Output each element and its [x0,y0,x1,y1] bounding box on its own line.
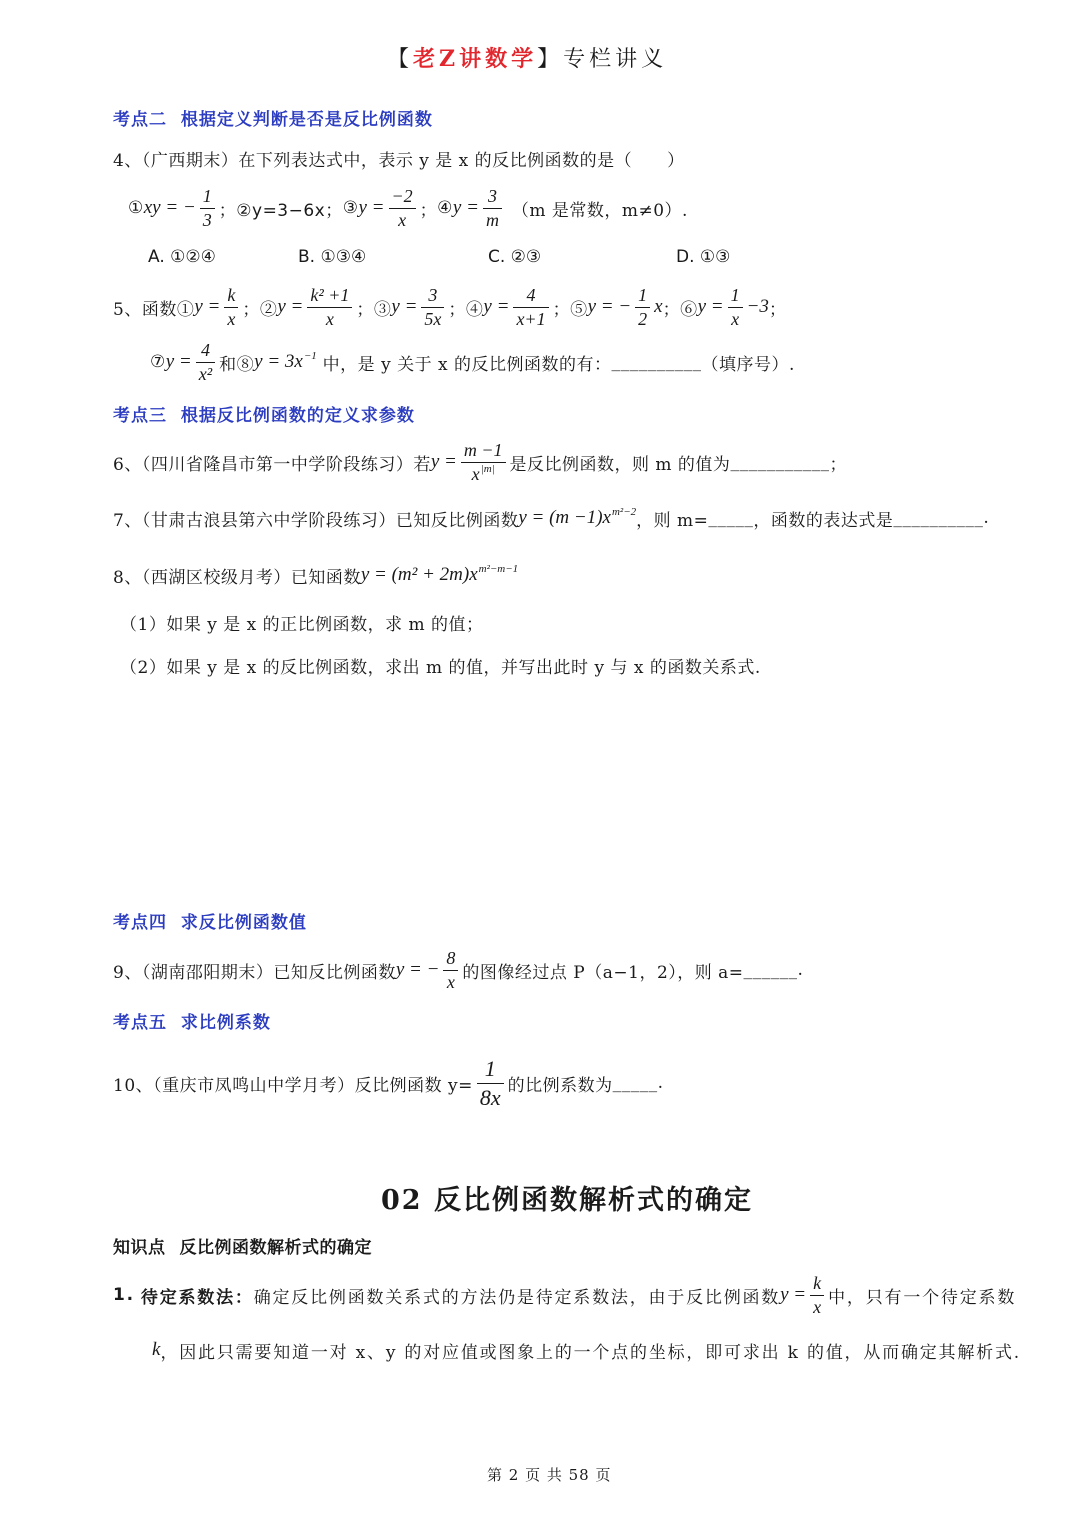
question-5-line-2 [150,337,795,387]
q5-f6-fraction [728,285,743,329]
marker-1: ① [128,198,144,218]
q6-den-base: x [471,463,480,484]
q4-expr4-fraction [483,186,502,230]
page-header [387,32,667,82]
fraction-numerator: 1 [200,186,215,209]
marker-4: ④ [437,198,453,218]
fraction-numerator: k² +1 [307,285,352,308]
fraction-numerator: 1 [635,285,650,308]
method-k: k [152,1339,161,1360]
fraction-denominator: x [446,971,455,992]
q10-tail: 的比例系数为 [507,1075,613,1096]
separator: ；④ [448,299,484,320]
fraction-numerator: k [810,1273,824,1296]
q5-f5-tail: x [654,296,663,317]
answer-blank: ___________ [730,452,830,472]
separator: ；⑥ [662,299,698,320]
question-6 [113,437,847,487]
q5-f7-fraction [196,340,215,384]
q6-den-exponent: |m| [480,462,495,475]
fraction-numerator: 8 [443,948,458,971]
q8-expression-base: y = (m² + 2m)x [360,564,478,585]
fraction-denominator: x [731,308,740,329]
separator: ； [419,200,438,221]
fraction-denominator: x [227,308,236,329]
section-heading-point5: 考点五 求比例系数 [113,1012,271,1033]
separator: ； [768,299,787,320]
fraction-denominator: x+1 [516,308,546,329]
q9-tail: 的图像经过点 P（a−1，2），则 a= [462,962,744,983]
q5-f8-base: y = 3x [254,351,303,372]
q5-f8-exponent: −1 [303,350,317,362]
q5-tail: 中，是 y 关于 x 的反比例函数的有： [316,354,612,375]
section-heading-point2: 考点二 根据定义判断是否是反比例函数 [113,109,433,130]
separator: ；⑤ [552,299,588,320]
method-line-2 [152,1325,1021,1375]
q9-end: . [797,960,804,980]
question-9 [113,945,803,995]
answer-blank: ______ [743,960,798,980]
option-b: B. ①③④ [298,247,367,267]
separator: ；③ [356,299,392,320]
fraction-denominator [461,463,506,485]
question-10 [113,1058,664,1108]
answer-blank-2: __________ [893,508,984,528]
question-8-part-1: （1）如果 y 是 x 的正比例函数，求 m 的值； [120,614,484,635]
answer-blank: __________ [611,352,702,372]
q9-fraction [443,948,458,992]
fraction-numerator: 4 [513,285,548,308]
q10-fraction [477,1056,504,1110]
fraction-numerator: k [224,285,238,308]
header-bracket-close: 】 [537,46,564,72]
q7-mid: ，则 m= [636,510,709,531]
section-heading-point4: 考点四 求反比例函数值 [113,912,307,933]
option-d: D. ①③ [676,247,731,267]
q9-lhs: y = − [395,959,440,980]
separator: ； [218,200,237,221]
q5-end: （填序号）. [701,354,795,375]
q4-expr4-note: （m 是常数，m≠0）. [505,200,688,221]
q7-expression [518,507,636,529]
answer-blank-1: _____ [708,508,754,528]
question-5-line-1 [113,282,786,332]
q6-end: ； [829,454,847,475]
q5-f3-fraction [421,285,444,329]
q5-f5-fraction [635,285,650,329]
q7-expression-exponent: m²−2 [611,506,637,518]
fraction-denominator: x [398,209,407,230]
chapter-title: 02 反比例函数解析式的确定 [381,1184,753,1216]
knowledge-point-label: 知识点 [113,1237,166,1258]
q5-f2-fraction [307,285,352,329]
question-4-options [0,232,1080,282]
fraction-numerator: 3 [483,186,502,209]
q4-expr3-lhs: y = [358,197,385,218]
q5-f1-lhs: y = [194,296,221,317]
fraction-numerator: −2 [389,186,416,209]
fraction-denominator: x [325,308,334,329]
q4-expr1-fraction [200,186,215,230]
method-text-2: 中，只有一个待定系数 [828,1287,1017,1308]
question-7 [113,493,989,543]
method-fraction [810,1273,824,1317]
q7-expression-base: y = (m −1)x [518,507,611,528]
method-line-1 [113,1270,1016,1320]
header-bracket-open: 【 [387,46,414,72]
q5-f1-fraction [224,285,238,329]
fraction-denominator: m [485,209,499,230]
method-text-1: 确定反比例函数关系式的方法仍是待定系数法，由于反比例函数 [253,1287,781,1308]
q5-f6-lhs: y = [697,296,724,317]
fraction-numerator: 1 [477,1056,504,1083]
q6-tail: 是反比例函数，则 m 的值为 [509,454,731,475]
knowledge-point-heading [113,1220,372,1270]
q4-expr1-lhs: xy = − [143,197,196,218]
q10-end: . [657,1073,664,1093]
fraction-denominator: x [813,1296,822,1317]
method-lhs: y = [780,1284,807,1305]
fraction-denominator: 2 [638,308,648,329]
header-brand: 老Z讲数学 [413,45,538,72]
marker-3: ③ [342,198,359,218]
q5-f2-lhs: y = [277,296,304,317]
q10-lead: 10、（重庆市凤鸣山中学月考）反比例函数 y= [113,1075,473,1096]
q8-lead: 8、（西湖区校级月考）已知函数 [113,567,361,588]
q7-end: . [983,508,990,528]
page-footer: 第 2 页 共 58 页 [487,1465,612,1484]
fraction-numerator: m −1 [461,440,506,463]
fraction-denominator: 3 [202,209,212,230]
q5-lead: 5、函数① [113,299,195,320]
method-number: 1. [113,1285,135,1305]
method-name: 待定系数法： [140,1287,254,1308]
separator: ；② [242,299,278,320]
q5-f4-lhs: y = [483,296,510,317]
q5-f7-lhs: y = [165,351,192,372]
q7-lead: 7、（甘肃古浪县第六中学阶段练习）已知反比例函数 [113,510,519,531]
q5-f3-lhs: y = [391,296,418,317]
option-c: C. ②③ [488,247,542,267]
fraction-denominator: 5x [424,308,442,329]
knowledge-point-title: 反比例函数解析式的确定 [179,1237,372,1258]
q7-mid2: ，函数的表达式是 [753,510,894,531]
marker-7: ⑦ [150,352,166,372]
option-a: A. ①②④ [148,247,216,267]
q8-expression [361,564,518,586]
q6-fraction [461,440,506,484]
q4-expr4-lhs: y = [452,197,479,218]
q5-f8 [254,351,317,373]
q5-f5-lhs: y = − [587,296,632,317]
q4-expr2: ②y=3−6x； [236,200,343,221]
fraction-numerator: 1 [728,285,743,308]
question-8 [113,550,518,600]
header-title: 专栏讲义 [563,46,668,72]
fraction-numerator: 3 [421,285,444,308]
question-8-part-2: （2）如果 y 是 x 的反比例函数，求出 m 的值，并写出此时 y 与 x 的函数关系式. [120,657,761,678]
q8-expression-exponent: m²−m−1 [478,563,519,575]
method-text-3: ，因此只需要知道一对 x、y 的对应值或图象上的一个点的坐标，即可求出 k 的值，从而确定其解析式. [160,1342,1021,1363]
q5-and: 和⑧ [219,354,255,375]
q6-lead: 6、（四川省隆昌市第一中学阶段练习）若 [113,454,431,475]
q6-lhs: y = [430,451,457,472]
answer-blank: _____ [612,1073,658,1093]
fraction-numerator: 4 [196,340,215,363]
question-4-stem: 4、（广西期末）在下列表达式中，表示 y 是 x 的反比例函数的是（ ） [113,150,685,171]
q9-lead: 9、（湖南邵阳期末）已知反比例函数 [113,962,396,983]
fraction-denominator: x² [198,363,213,384]
q4-expr3-fraction [389,186,416,230]
q5-f4-fraction [513,285,548,329]
section-heading-point3: 考点三 根据反比例函数的定义求参数 [113,405,415,426]
question-4-expressions [128,183,688,233]
fraction-denominator: 8x [479,1084,501,1110]
q5-f6-tail: −3 [746,296,769,317]
